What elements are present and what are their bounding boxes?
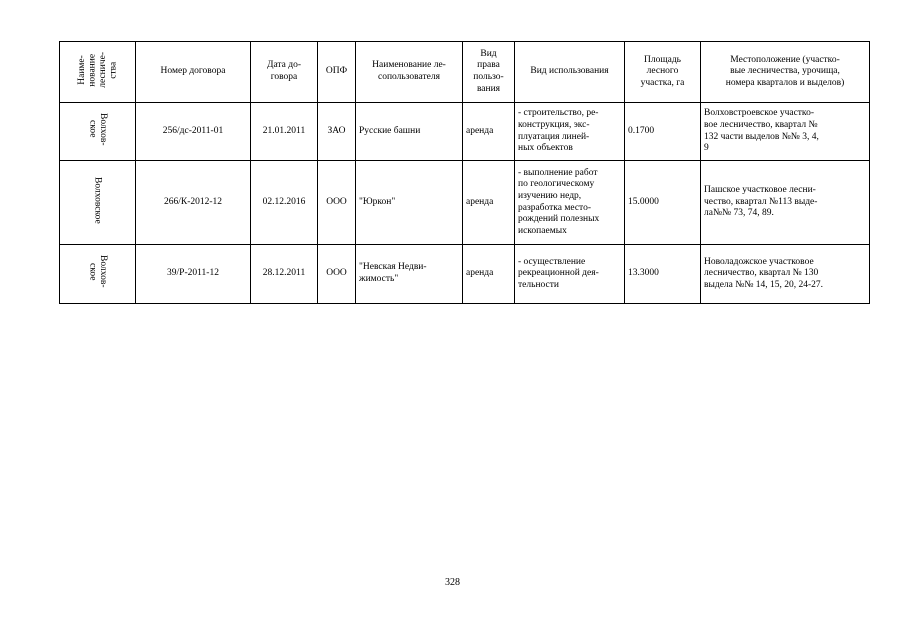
cell-user-name: "Юркон" (356, 161, 463, 245)
cell-opf: ЗАО (318, 103, 356, 161)
header-forestry (60, 42, 136, 103)
lease-register-table (59, 41, 870, 304)
header-area: Площадь лесного участка, га (625, 42, 701, 103)
cell-contract-date: 28.12.2011 (251, 245, 318, 304)
cell-area: 15.0000 (625, 161, 701, 245)
cell-forestry (60, 245, 136, 304)
cell-location: Новоладожское участковое лесничество, квартал № 130 выдела №№ 14, 15, 20, 24-27. (701, 245, 870, 304)
cell-right-type: аренда (463, 245, 515, 304)
table-row (60, 103, 870, 161)
header-right-type: Вид права пользо- вания (463, 42, 515, 103)
cell-right-type: аренда (463, 161, 515, 245)
cell-area: 0.1700 (625, 103, 701, 161)
cell-forestry (60, 161, 136, 245)
cell-opf: ООО (318, 245, 356, 304)
cell-area: 13.3000 (625, 245, 701, 304)
cell-contract-date: 21.01.2011 (251, 103, 318, 161)
cell-usage-type: - строительство, ре- конструкция, экс- плуатация линей- ных объектов (515, 103, 625, 161)
cell-right-type: аренда (463, 103, 515, 161)
header-usage-type: Вид использования (515, 42, 625, 103)
header-location: Местоположение (участко- вые лесничества, урочища, номера кварталов и выделов) (701, 42, 870, 103)
cell-usage-type: - выполнение работ по геологическому изучению недр, разработка место- рождений полезных ископаемых (515, 161, 625, 245)
cell-contract-date: 02.12.2016 (251, 161, 318, 245)
cell-usage-type: - осуществление рекреационной дея- тельности (515, 245, 625, 304)
cell-user-name: "Невская Недви- жимость" (356, 245, 463, 304)
cell-contract-no: 39/Р-2011-12 (136, 245, 251, 304)
cell-contract-no: 256/дс-2011-01 (136, 103, 251, 161)
header-row (60, 42, 870, 103)
cell-location: Пашское участковое лесни- чество, квартал №113 выде- ла№№ 73, 74, 89. (701, 161, 870, 245)
forestry-label: Волхов- ское (87, 112, 108, 146)
header-opf: ОПФ (318, 42, 356, 103)
header-contract-no: Номер договора (136, 42, 251, 103)
cell-user-name: Русские башни (356, 103, 463, 161)
cell-forestry (60, 103, 136, 161)
cell-opf: ООО (318, 161, 356, 245)
page-number: 328 (445, 577, 460, 588)
table-row (60, 161, 870, 245)
header-contract-date: Дата до- говора (251, 42, 318, 103)
forestry-label: Волховское (92, 176, 103, 224)
forestry-label: Волхов- ское (87, 255, 108, 288)
header-forestry-label: Наиме- нование лесниче- ства (76, 51, 118, 88)
cell-contract-no: 266/К-2012-12 (136, 161, 251, 245)
header-user-name: Наименование ле- сопользователя (356, 42, 463, 103)
cell-location: Волховстроевское участко- вое лесничество, квартал № 132 части выделов №№ 3, 4, 9 (701, 103, 870, 161)
table-row (60, 245, 870, 304)
